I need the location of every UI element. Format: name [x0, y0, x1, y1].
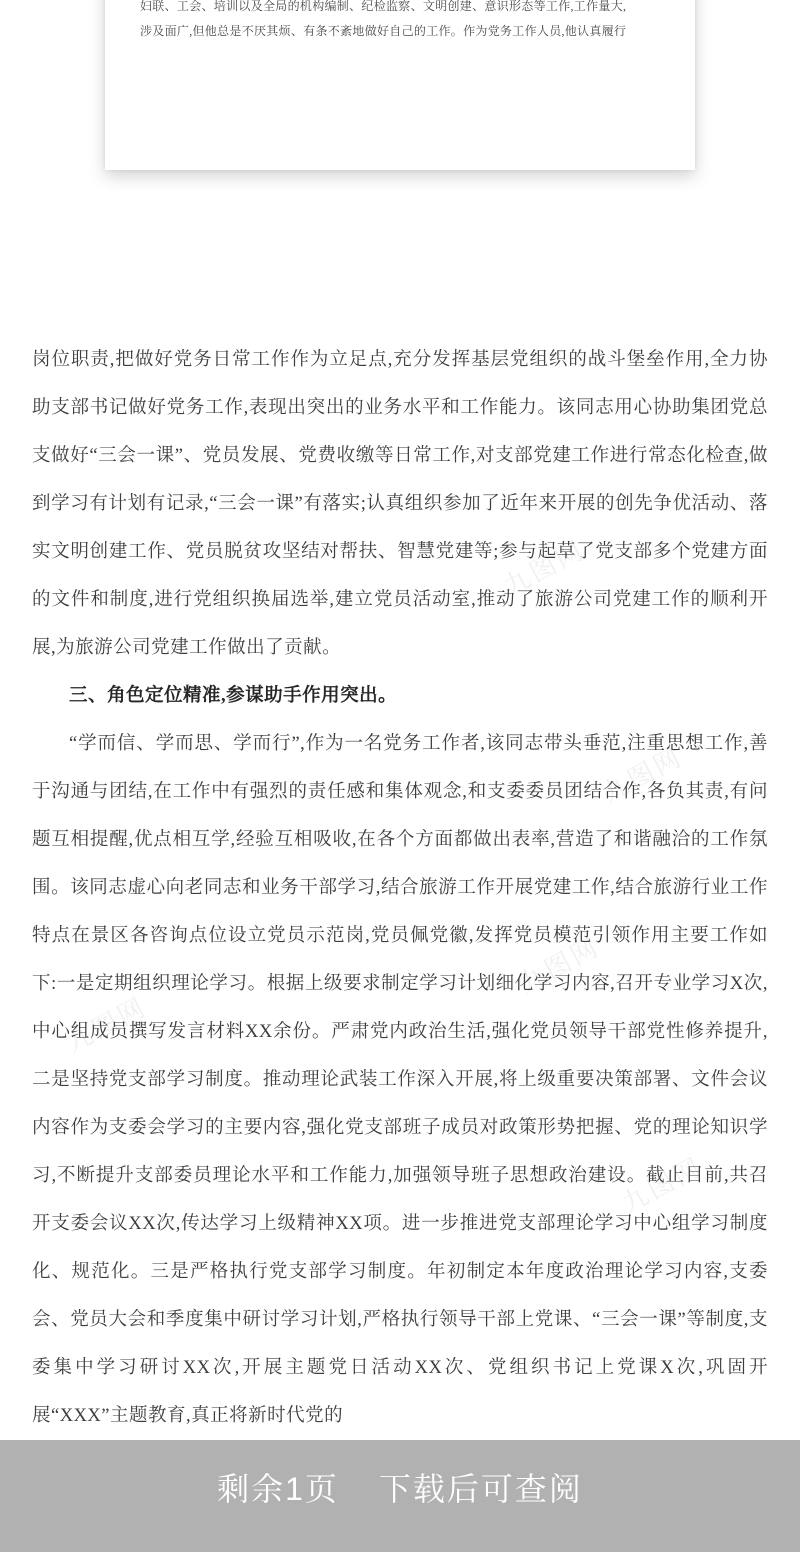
previous-page-preview	[105, 0, 695, 170]
site-watermark: 九图网	[616, 1151, 708, 1219]
site-watermark: 九图网	[596, 741, 688, 809]
remaining-pages-bar	[0, 1440, 800, 1552]
site-watermark: 九图网	[513, 931, 605, 999]
site-watermark: 九图网	[498, 534, 590, 602]
remaining-pages-text: 剩余1页	[217, 1471, 339, 1507]
paragraph-body: “学而信、学而思、学而行”,作为一名党务工作者,该同志带头垂范,注重思想工作,善于沟通与团结,在工作中有强烈的责任感和集体观念,和支委委员团结合作,各负其责,有问题互相提醒,优点相互学,经验互相吸收,在各个方面都做出表率,营造了和谐融洽的工作氛围。该同志虚心向老同志和业务干部学习,结合旅游工作开展党建工作,结合旅游行业工作特点在景区各咨询点位设立党员示范岗,党员佩党徽,发挥党员模范引领作用主要工作如下:一是定期组织理论学习。根据上级要求制定学习计划细化学习内容,召开专业学习X次,中心组成员撰写发言材料XX余份。严肃党内政治生活,强化党员领导干部党性修养提升,二是坚持党支部学习制度。推动理论武装工作深入开展,将上级重要决策部署、文件会议内容作为支委会学习的主要内容,强化党支部班子成员对政策形势把握、党的理论知识学习,不断提升支部委员理论水平和工作能力,加强领导班子思想政治建设。截止目前,共召开支委会议XX次,传达学习上级精神XX项。进一步推进党支部理论学习中心组学习制度化、规范化。三是严格执行党支部学习制度。年初制定本年度政治理论学习内容,支委会、党员大会和季度集中研讨学习计划,严格执行领导干部上党课、“三会一课”等制度,支委集中学习研讨XX次,开展主题党日活动XX次、党组织书记上党课X次,巩固开展“XXX”主题教育,真正将新时代党的	[32, 734, 768, 1426]
download-hint-text: 下载后可查阅	[378, 1471, 583, 1507]
paragraph-continued: 岗位职责,把做好党务日常工作作为立足点,充分发挥基层党组织的战斗堡垒作用,全力协助支部书记做好党务工作,表现出突出的业务水平和工作能力。该同志用心协助集团党总支做好“三会一课”、党员发展、党费收缴等日常工作,对支部党建工作进行常态化检查,做到学习有计划有记录,“三会一课”有落实;认真组织参加了近年来开展的创先争优活动、落实文明创建工作、党员脱贫攻坚结对帮扶、智慧党建等;参与起草了党支部多个党建方面的文件和制度,进行党组织换届选举,建立党员活动室,推动了旅游公司党建工作的顺利开展,为旅游公司党建工作做出了贡献。	[32, 350, 768, 658]
site-watermark: 九图网	[60, 991, 152, 1059]
preview-line: 涉及面广,但他总是不厌其烦、有条不紊地做好自己的工作。作为党务工作人员,他认真履行	[140, 24, 627, 38]
section-heading: 三、角色定位精准,参谋助手作用突出。	[69, 686, 398, 706]
preview-line: 妇联、工会、培训以及全局的机构编制、纪检监察、文明创建、意识形态等工作,工作量大,	[140, 0, 627, 13]
document-body	[32, 336, 768, 1440]
